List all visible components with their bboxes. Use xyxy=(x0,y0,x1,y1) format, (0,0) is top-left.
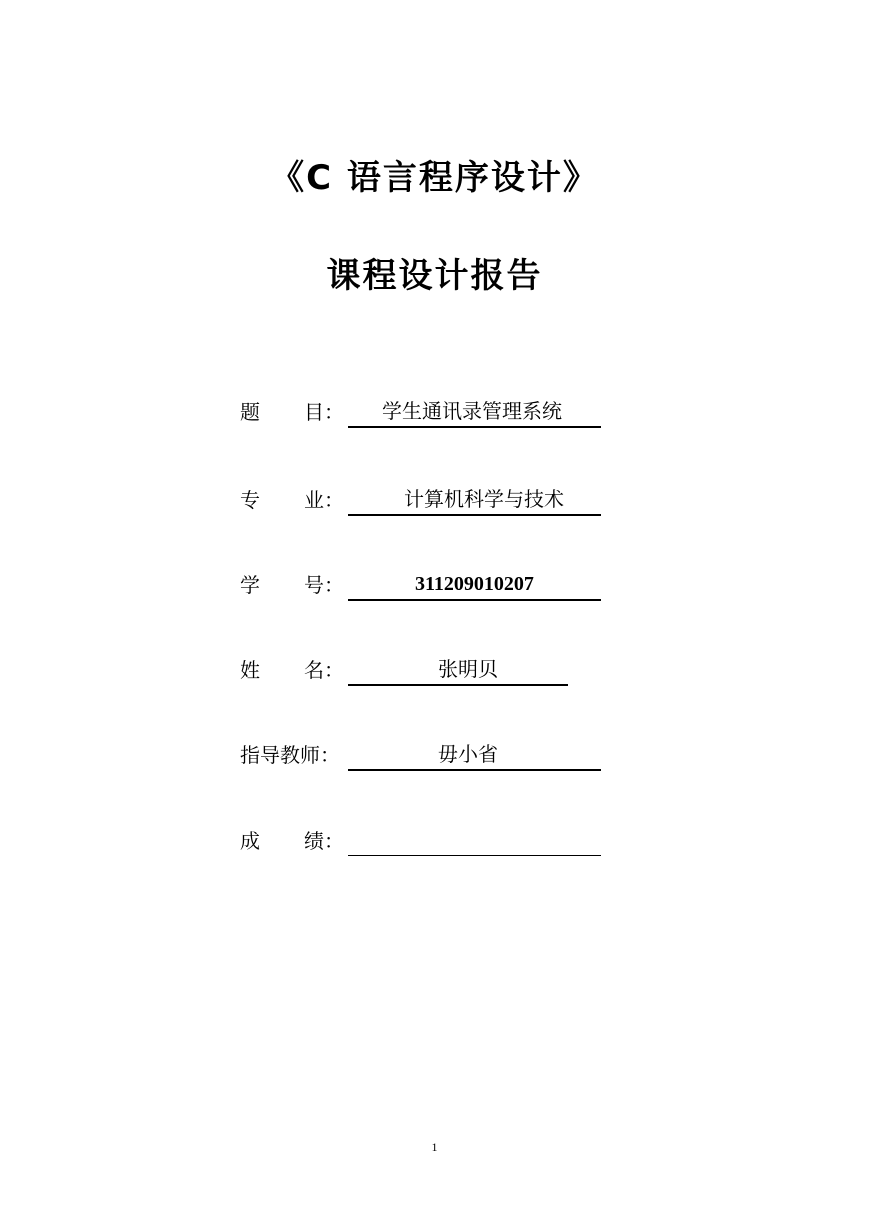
page-number: 1 xyxy=(431,1140,438,1154)
name-value: 张明贝 xyxy=(348,654,568,686)
course-title: 《C 语言程序设计》 xyxy=(270,158,599,198)
name-label-char1: 姓 xyxy=(240,658,260,682)
topic-value: 学生通讯录管理系统 xyxy=(348,396,601,428)
topic-label xyxy=(240,396,348,428)
grade-label xyxy=(240,825,348,857)
major-label xyxy=(240,484,348,516)
advisor-label-text: 指导教师： xyxy=(240,743,340,767)
student-id-value: 311209010207 xyxy=(348,569,601,601)
report-title: 课程设计报告 xyxy=(326,256,543,296)
student-id-label-char2: 号： xyxy=(304,573,344,597)
advisor-label xyxy=(240,739,348,771)
major-value: 计算机科学与技术 xyxy=(348,484,601,516)
advisor-value: 毋小省 xyxy=(348,739,601,771)
major-label-char1: 专 xyxy=(240,488,260,512)
topic-label-char2: 目： xyxy=(304,400,344,424)
student-id-label-char1: 学 xyxy=(240,573,260,597)
student-id-label xyxy=(240,569,348,601)
grade-label-char1: 成 xyxy=(240,829,260,853)
name-label-char2: 名： xyxy=(304,658,344,682)
grade-value xyxy=(348,825,601,856)
major-label-char2: 业： xyxy=(304,488,344,512)
name-label xyxy=(240,654,348,686)
topic-label-char1: 题 xyxy=(240,400,260,424)
grade-label-char2: 绩： xyxy=(304,829,344,853)
